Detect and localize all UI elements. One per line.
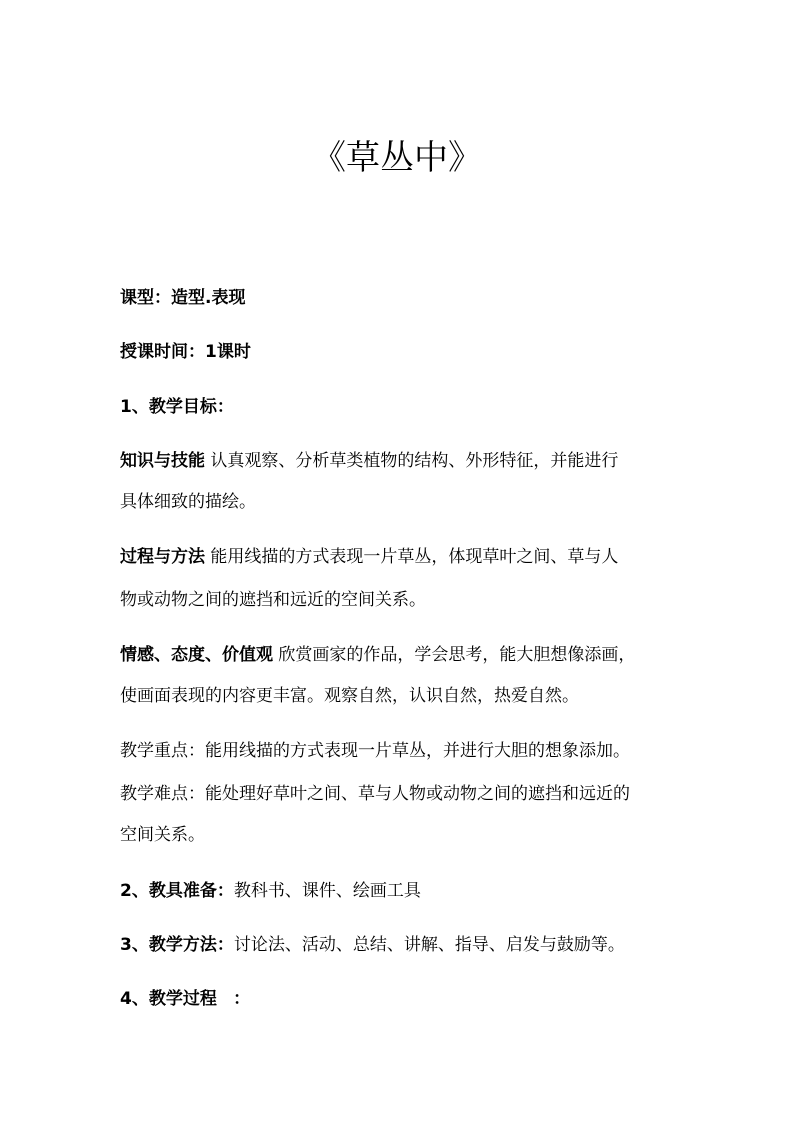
section4-value: ： bbox=[233, 989, 251, 1009]
knowledge-text-1: 认真观察、分析草类植物的结构、外形特征，并能进行 bbox=[210, 451, 619, 471]
difficulty-line-2: 空间关系。 bbox=[120, 825, 205, 845]
process-line-1 bbox=[120, 545, 700, 569]
section2-line bbox=[120, 879, 700, 903]
key-point-line: 教学重点：能用线描的方式表现一片草丛，并进行大胆的想象添加。 bbox=[120, 741, 630, 761]
process-label: 过程与方法 bbox=[120, 547, 205, 567]
section4-line bbox=[120, 987, 700, 1011]
document-title: 《草丛中》 bbox=[312, 138, 482, 178]
teaching-time-label: 授课时间： bbox=[120, 342, 205, 362]
section3-value: 讨论法、活动、总结、讲解、指导、启发与鼓励等。 bbox=[233, 935, 625, 955]
course-type-line bbox=[120, 286, 700, 310]
emotion-line-1 bbox=[120, 643, 700, 667]
course-type-value: 造型.表现 bbox=[171, 288, 246, 308]
knowledge-line-1 bbox=[120, 449, 700, 473]
section2-value: 教科书、课件、绘画工具 bbox=[233, 881, 421, 901]
section2-label: 2、教具准备： bbox=[120, 881, 234, 901]
process-line-2: 物或动物之间的遮挡和远近的空间关系。 bbox=[120, 590, 426, 610]
emotion-label: 情感、态度、价值观 bbox=[120, 645, 273, 665]
teaching-time-line bbox=[120, 340, 700, 364]
difficulty-line-1: 教学难点：能处理好草叶之间、草与人物或动物之间的遮挡和远近的 bbox=[120, 784, 630, 804]
section3-label: 3、教学方法： bbox=[120, 935, 234, 955]
course-type-label: 课型： bbox=[120, 288, 171, 308]
knowledge-line-2: 具体细致的描绘。 bbox=[120, 492, 256, 512]
emotion-text-1: 欣赏画家的作品，学会思考，能大胆想像添画， bbox=[278, 645, 636, 665]
teaching-time-value: 1课时 bbox=[205, 342, 251, 362]
knowledge-label: 知识与技能 bbox=[120, 451, 205, 471]
section3-line bbox=[120, 933, 700, 957]
process-text-1: 能用线描的方式表现一片草丛，体现草叶之间、草与人 bbox=[210, 547, 619, 567]
section1-heading: 1、教学目标： bbox=[120, 397, 234, 417]
emotion-line-2: 使画面表现的内容更丰富。观察自然，认识自然，热爱自然。 bbox=[120, 686, 579, 706]
section4-label: 4、教学过程 bbox=[120, 989, 217, 1009]
